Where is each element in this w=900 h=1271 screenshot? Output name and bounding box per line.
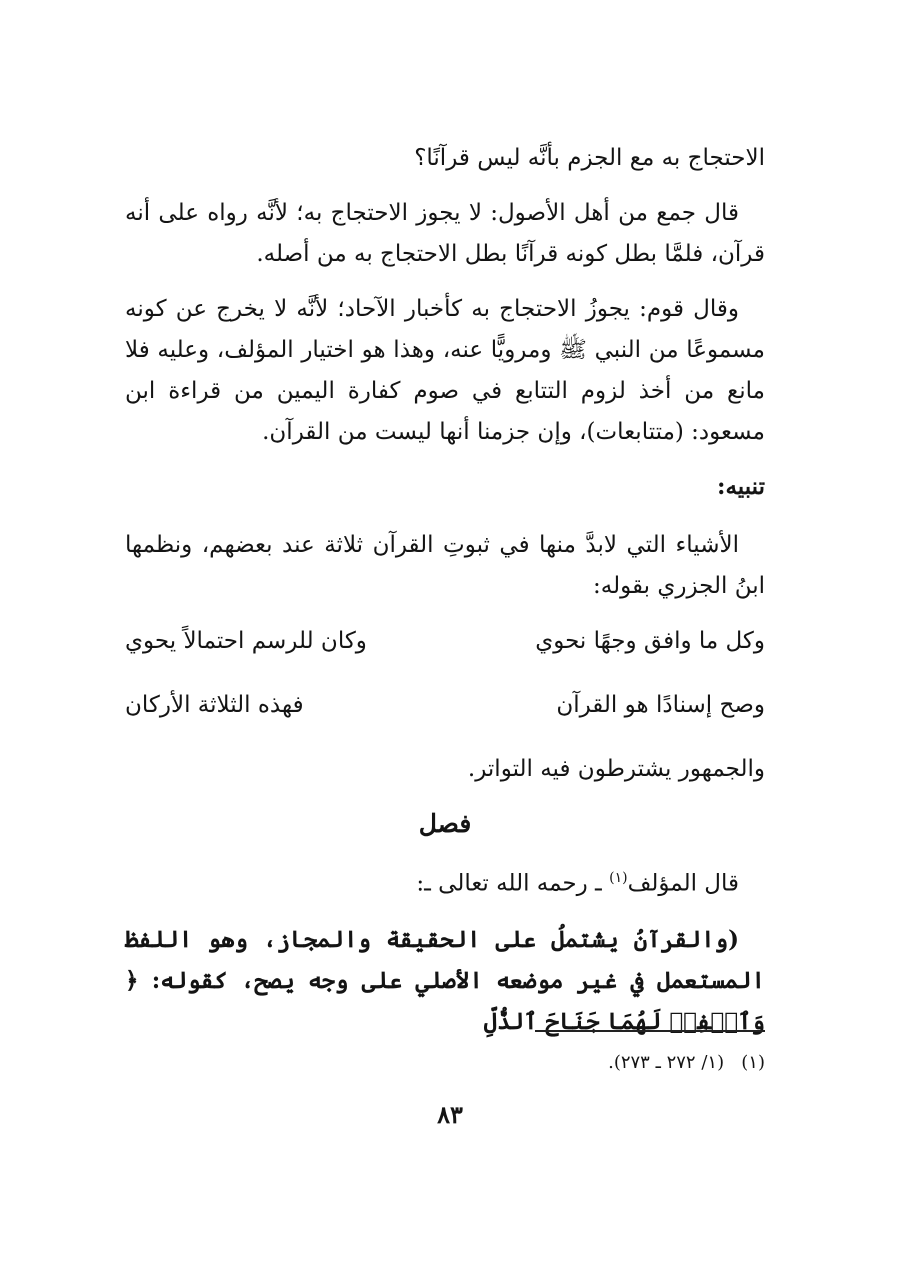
paragraph-3: وقال قوم: يجوزُ الاحتجاج به كأخبار الآحاد؛ لأنَّه لا يخرج عن كونه مسموعًا من النبي ﷺ ومرويًّا عنه، وهذا هو اختيار المؤلف، وعليه فلا مانع من أخذ لزوم التتابع في صوم كفارة اليمين من قراءة ابن مسعود: (متتابعات)، وإن جزمنا أنها ليست من القرآن. xyxy=(125,296,766,445)
footnote-ref[interactable]: (١) xyxy=(609,870,628,886)
matn-quote: (والقرآنُ يشتملُ على الحقيقة والمجاز، وهو اللفظ المستعمل في غير موضعه الأصلي على وجه يصح، كقوله: ﴿ وَٱخۡفِضۡ لَهُمَا جَنَاحَ ٱلذُّلِّ xyxy=(125,925,765,1035)
footnote xyxy=(608,1052,765,1073)
verse-1-second-hemistich: وكان للرسم احتمالاً يحوي xyxy=(125,628,367,654)
notice-heading: تنبيه: xyxy=(716,473,765,500)
page-number: ٨٣ xyxy=(437,1100,463,1129)
author-intro-text: قال المؤلف xyxy=(627,870,739,897)
paragraph-5: الأشياء التي لابدَّ منها في ثبوتِ القرآن ثلاثة عند بعضهم، ونظمها ابنُ الجزري بقوله: xyxy=(125,532,765,599)
paragraph-1: الاحتجاج به مع الجزم بأنَّه ليس قرآنًا؟ xyxy=(414,145,765,171)
footnote-number: (١) xyxy=(741,1052,765,1073)
footnote-divider xyxy=(535,1030,765,1032)
author-intro xyxy=(125,858,765,905)
verse-1-first-hemistich: وكل ما وافق وجهًا نحوي xyxy=(535,628,765,654)
verse-line-2 xyxy=(125,685,765,725)
paragraph-2: قال جمع من أهل الأصول: لا يجوز الاحتجاج به؛ لأنَّه رواه على أنه قرآن، فلمَّا بطل كونه قرآنًا بطل الاحتجاج به من أصله. xyxy=(125,200,765,267)
verse-line-1 xyxy=(125,621,765,661)
verse-2-second-hemistich: فهذه الثلاثة الأركان xyxy=(125,692,304,718)
page-body xyxy=(125,138,765,1056)
author-intro-tail: ـ رحمه الله تعالى ـ: xyxy=(416,870,602,897)
paragraph-6: والجمهور يشترطون فيه التواتر. xyxy=(467,756,765,782)
section-title: فصل xyxy=(418,809,472,838)
footnote-text: (١/ ٢٧٢ ـ ٢٧٣). xyxy=(608,1052,725,1073)
verse-2-first-hemistich: وصح إسنادًا هو القرآن xyxy=(556,692,765,718)
